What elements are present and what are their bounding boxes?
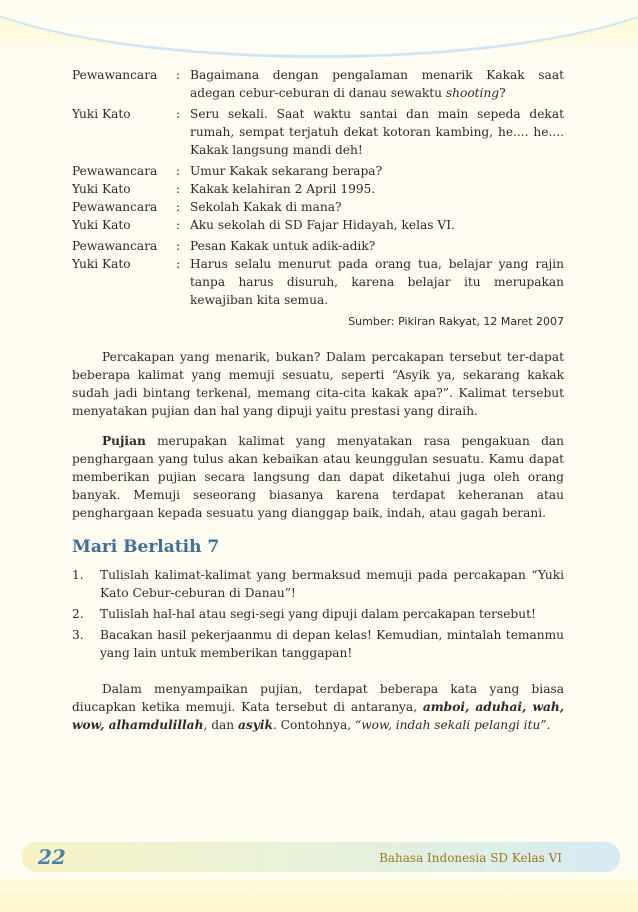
item-number: 1. <box>72 568 84 582</box>
item-text: Tulislah hal-hal atau segi-segi yang dipuji dalam percakapan tersebut! <box>100 607 536 621</box>
footer-stripe <box>0 878 638 912</box>
dialogue-text: Pesan Kakak untuk adik-adik? <box>190 239 376 253</box>
dialogue-text: Seru sekali. Saat waktu santai dan main sepeda dekat rumah, sempat terjatuh dekat kotoran kambing, he.... he.... Kakak langsung mandi deh! <box>190 107 564 157</box>
dialogue-text: Sekolah Kakak di mana? <box>190 200 342 214</box>
paragraph-definition: Pujian merupakan kalimat yang menyatakan rasa pengakuan dan penghargaan yang tulus akan kebaikan atau keunggulan sesuatu. Kamu dapat memberikan pujian secara langsung dan dapat diketahui juga oleh orang banyak. Memuji seseorang biasanya karena terdapat keheranan atau penghargaan kepada sesuatu yang dianggap baik, indah, atau gagah berani. <box>72 434 564 520</box>
dialogue-text: Aku sekolah di SD Fajar Hidayah, kelas VI. <box>190 218 455 232</box>
dialogue-text: Kakak kelahiran 2 April 1995. <box>190 182 376 196</box>
colon: : <box>176 182 181 196</box>
dialogue-block-b <box>72 162 564 234</box>
term-pujian: Pujian <box>102 434 146 448</box>
exercise-heading: Mari Berlatih 7 <box>72 537 220 557</box>
item-number: 3. <box>72 628 84 642</box>
speaker: Yuki Kato <box>72 257 131 271</box>
dialogue-block-a <box>72 66 564 159</box>
item-text: Tulislah kalimat-kalimat yang bermaksud memuji pada percakapan “Yuki Kato Cebur-ceburan di Danau”! <box>100 568 564 600</box>
speaker: Pewawancara <box>72 239 158 253</box>
colon: : <box>176 164 181 178</box>
exercise-list <box>72 566 564 662</box>
paragraph-intro: Percakapan yang menarik, bukan? Dalam percakapan tersebut ter-dapat beberapa kalimat yang memuji sesuatu, seperti “Asyik ya, sekarang kakak sudah jadi bintang terkenal, memang cita-cita kakak apa?”. Kalimat tersebut menyatakan pujian dan hal yang dipuji yaitu prestasi yang diraih. <box>72 350 564 418</box>
dialogue-block-c <box>72 237 564 309</box>
colon: : <box>176 257 181 271</box>
paragraph-examples: Dalam menyampaikan pujian, terdapat beberapa kata yang biasa diucapkan ketika memuji. Kata tersebut di antaranya, amboi, aduhai, wah, wow, alhamdulillah, dan asyik. Contohnya, “wow, indah sekali pelangi itu”. <box>72 682 564 732</box>
speaker: Yuki Kato <box>72 182 131 196</box>
colon: : <box>176 68 181 82</box>
dialogue-text: Bagaimana dengan pengalaman menarik Kakak saat adegan cebur-ceburan di danau sewaktu shooting? <box>190 68 564 100</box>
dialogue-text: Harus selalu menurut pada orang tua, belajar yang rajin tanpa harus disuruh, karena belajar itu merupakan kewajiban kita semua. <box>190 257 564 307</box>
speaker: Yuki Kato <box>72 218 131 232</box>
speaker: Yuki Kato <box>72 107 131 121</box>
dialogue-text: Umur Kakak sekarang berapa? <box>190 164 383 178</box>
list-item <box>72 566 564 602</box>
colon: : <box>176 107 181 121</box>
page-content <box>72 66 564 734</box>
book-title: Bahasa Indonesia SD Kelas VI <box>379 851 562 865</box>
colon: : <box>176 200 181 214</box>
item-number: 2. <box>72 607 84 621</box>
colon: : <box>176 218 181 232</box>
header-decoration-arc <box>0 0 638 58</box>
list-item <box>72 605 564 623</box>
colon: : <box>176 239 181 253</box>
speaker: Pewawancara <box>72 68 158 82</box>
source-citation: Sumber: Pikiran Rakyat, 12 Maret 2007 <box>348 315 564 328</box>
speaker: Pewawancara <box>72 200 158 214</box>
page-number: 22 <box>38 845 66 869</box>
item-text: Bacakan hasil pekerjaanmu di depan kelas! Kemudian, mintalah temanmu yang lain untuk memberikan tanggapan! <box>100 628 564 660</box>
list-item <box>72 626 564 662</box>
speaker: Pewawancara <box>72 164 158 178</box>
